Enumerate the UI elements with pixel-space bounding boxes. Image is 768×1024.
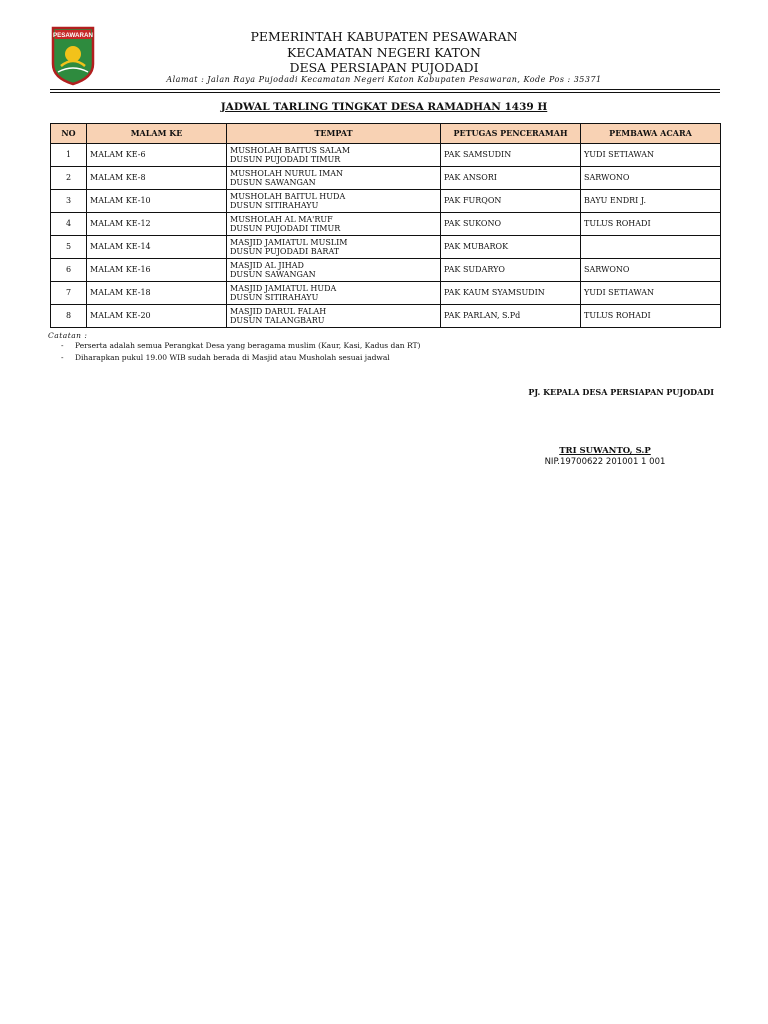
cell-pembawa — [581, 236, 721, 259]
table-row — [51, 144, 721, 167]
table-row — [51, 213, 721, 236]
tempat-dusun: DUSUN SITIRAHAYU — [230, 293, 319, 302]
letterhead-rule-thin — [50, 92, 720, 93]
cell-pembawa: TULUS ROHADI — [581, 305, 721, 328]
pesawaran-logo — [50, 26, 96, 86]
cell-pembawa: YUDI SETIAWAN — [581, 144, 721, 167]
table-row — [51, 236, 721, 259]
cell-tempat — [227, 144, 441, 167]
cell-tempat — [227, 213, 441, 236]
cell-petugas: PAK FURQON — [441, 190, 581, 213]
cell-petugas: PAK MUBAROK — [441, 236, 581, 259]
document-title: JADWAL TARLING TINGKAT DESA RAMADHAN 1439 H — [220, 101, 548, 113]
letterhead-line-1: PEMERINTAH KABUPATEN PESAWARAN — [250, 29, 518, 44]
cell-petugas: PAK SUKONO — [441, 213, 581, 236]
cell-tempat — [227, 190, 441, 213]
letterhead-line-2: KECAMATAN NEGERI KATON — [287, 45, 481, 60]
note-item — [61, 353, 390, 362]
cell-malam: MALAM KE-8 — [87, 167, 227, 190]
letterhead-address: Alamat : Jalan Raya Pujodadi Kecamatan Negeri Katon Kabupaten Pesawaran, Kode Pos : 35371 — [166, 75, 602, 84]
tempat-name: MASJID JAMIATUL HUDA — [230, 283, 337, 293]
cell-malam: MALAM KE-10 — [87, 190, 227, 213]
cell-tempat — [227, 259, 441, 282]
logo-text: PESAWARAN — [53, 32, 93, 39]
cell-malam: MALAM KE-18 — [87, 282, 227, 305]
letterhead-rule-thick — [50, 89, 720, 90]
tempat-name: MASJID AL JIHAD — [230, 260, 304, 270]
notes-label: Catatan : — [48, 331, 88, 340]
cell-no: 4 — [51, 213, 87, 236]
tempat-dusun: DUSUN SITIRAHAYU — [230, 201, 319, 210]
header-malam-ke: MALAM KE — [87, 124, 227, 144]
tempat-dusun: DUSUN PUJODADI BARAT — [230, 247, 340, 256]
cell-petugas: PAK ANSORI — [441, 167, 581, 190]
tempat-name: MUSHOLAH AL MA'RUF — [230, 214, 333, 224]
tempat-dusun: DUSUN SAWANGAN — [230, 270, 316, 279]
cell-malam: MALAM KE-6 — [87, 144, 227, 167]
cell-petugas: PAK KAUM SYAMSUDIN — [441, 282, 581, 305]
cell-tempat — [227, 282, 441, 305]
cell-tempat — [227, 236, 441, 259]
table-row — [51, 190, 721, 213]
cell-petugas: PAK PARLAN, S.Pd — [441, 305, 581, 328]
cell-no: 6 — [51, 259, 87, 282]
tempat-dusun: DUSUN PUJODADI TIMUR — [230, 155, 341, 164]
tempat-name: MUSHOLAH BAITUS SALAM — [230, 145, 351, 155]
tempat-name: MASJID JAMIATUL MUSLIM — [230, 237, 348, 247]
cell-pembawa: BAYU ENDRI J. — [581, 190, 721, 213]
cell-pembawa: YUDI SETIAWAN — [581, 282, 721, 305]
note-bullet: - — [61, 353, 64, 362]
tempat-dusun: DUSUN TALANGBARU — [230, 316, 325, 325]
schedule-table — [50, 123, 721, 328]
cell-malam: MALAM KE-14 — [87, 236, 227, 259]
signatory-nip: NIP.19700622 201001 1 001 — [544, 457, 666, 467]
cell-malam: MALAM KE-16 — [87, 259, 227, 282]
header-petugas: PETUGAS PENCERAMAH — [441, 124, 581, 144]
signatory-title: PJ. KEPALA DESA PERSIAPAN PUJODADI — [528, 387, 714, 397]
signatory-name: TRI SUWANTO, S.P — [559, 446, 651, 456]
table-row — [51, 282, 721, 305]
table-row — [51, 259, 721, 282]
cell-no: 1 — [51, 144, 87, 167]
cell-no: 5 — [51, 236, 87, 259]
tempat-dusun: DUSUN SAWANGAN — [230, 178, 316, 187]
cell-malam: MALAM KE-20 — [87, 305, 227, 328]
cell-petugas: PAK SUDARYO — [441, 259, 581, 282]
cell-petugas: PAK SAMSUDIN — [441, 144, 581, 167]
cell-no: 2 — [51, 167, 87, 190]
note-text: Perserta adalah semua Perangkat Desa yang beragama muslim (Kaur, Kasi, Kadus dan RT) — [75, 341, 421, 350]
letterhead-line-3: DESA PERSIAPAN PUJODADI — [289, 60, 479, 75]
cell-no: 3 — [51, 190, 87, 213]
table-row — [51, 167, 721, 190]
cell-pembawa: SARWONO — [581, 259, 721, 282]
note-text: Diharapkan pukul 19.00 WIB sudah berada di Masjid atau Musholah sesuai jadwal — [75, 353, 390, 362]
cell-malam: MALAM KE-12 — [87, 213, 227, 236]
cell-tempat — [227, 305, 441, 328]
tempat-dusun: DUSUN PUJODADI TIMUR — [230, 224, 341, 233]
cell-pembawa: SARWONO — [581, 167, 721, 190]
cell-no: 8 — [51, 305, 87, 328]
note-bullet: - — [61, 341, 64, 350]
table-header-row — [51, 124, 721, 144]
note-item — [61, 341, 420, 350]
header-no: NO — [51, 124, 87, 144]
cell-pembawa: TULUS ROHADI — [581, 213, 721, 236]
header-tempat: TEMPAT — [227, 124, 441, 144]
cell-no: 7 — [51, 282, 87, 305]
tempat-name: MASJID DARUL FALAH — [230, 306, 327, 316]
header-pembawa: PEMBAWA ACARA — [581, 124, 721, 144]
cell-tempat — [227, 167, 441, 190]
tempat-name: MUSHOLAH NURUL IMAN — [230, 168, 344, 178]
tempat-name: MUSHOLAH BAITUL HUDA — [230, 191, 346, 201]
table-row — [51, 305, 721, 328]
